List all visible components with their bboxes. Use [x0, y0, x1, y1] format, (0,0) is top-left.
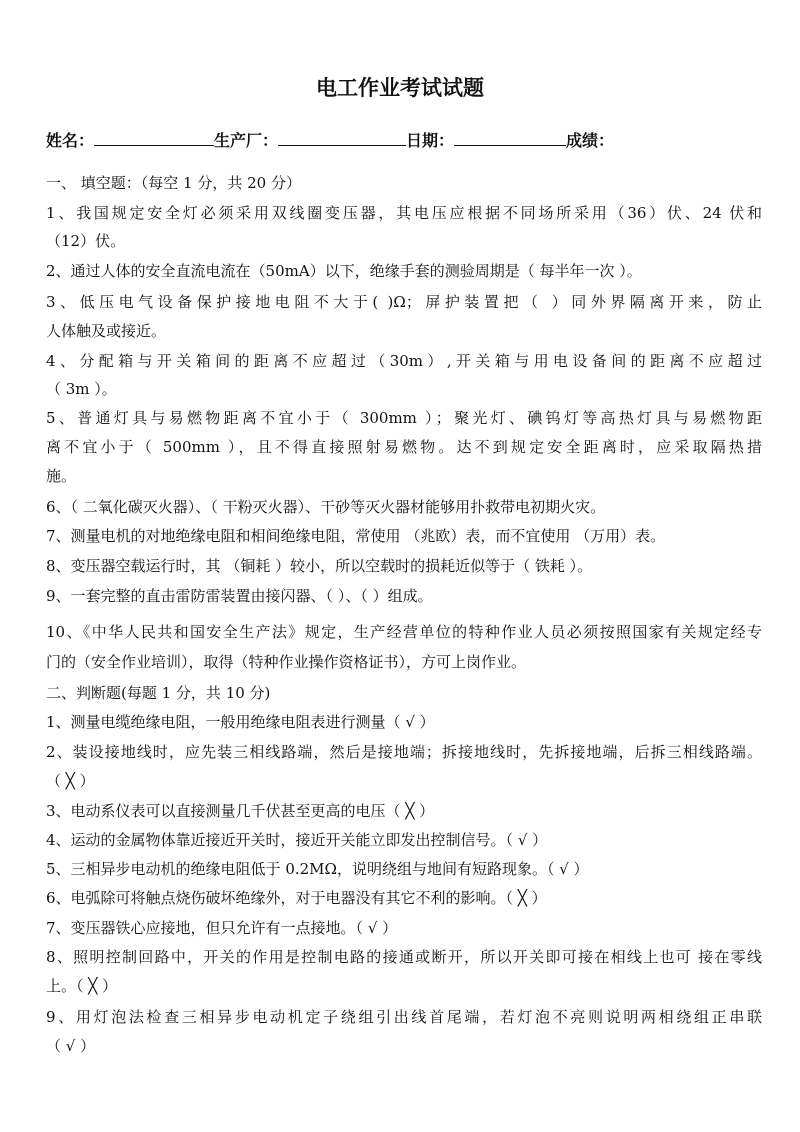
question-line: 5、三相异步电动机的绝缘电阻低于 0.2MΩ，说明绕组与地间有短路现象。（ √ ） [46, 860, 589, 878]
question-line: （ ╳ ） [46, 772, 95, 790]
page-title: 电工作业考试试题 [316, 76, 484, 100]
question-line: 4、分配箱与开关箱间的距离不应超过（30m）,开关箱与用电设备间的距离不应超过 [46, 352, 762, 370]
question-line: 9、一套完整的直击雷防雷装置由接闪器、（ ）、（ ）组成。 [46, 587, 433, 605]
question-line: 离不宜小于（ 500mm ），且不得直接照射易燃物。达不到规定安全距离时，应采取隔热措 [46, 438, 762, 456]
question-line: 8、变压器空载运行时，其 （铜耗 ）较小，所以空载时的损耗近似等于（ 铁耗 ）。 [46, 557, 593, 575]
question-line: 5、普通灯具与易燃物距离不宜小于（ 300mm ）；聚光灯、碘钨灯等高热灯具与易燃物距 [46, 409, 762, 427]
question-line: 2、通过人体的安全直流电流在（50mA）以下，绝缘手套的测验周期是（ 每半年一次 ）。 [46, 262, 642, 280]
info-row [46, 128, 614, 151]
date-blank[interactable] [454, 131, 566, 146]
factory-label: 生产厂： [214, 131, 279, 150]
question-line: 8、照明控制回路中，开关的作用是控制电路的接通或断开，所以开关即可接在相线上也可 接在零线 [46, 948, 762, 966]
question-line: 9、用灯泡法检查三相异步电动机定子绕组引出线首尾端，若灯泡不亮则说明两相绕组正串联 [46, 1008, 762, 1026]
factory-blank[interactable] [278, 131, 406, 146]
question-line: 3、电动系仪表可以直接测量几千伏甚至更高的电压（ ╳ ） [46, 802, 435, 820]
question-line: 上。（ ╳ ） [46, 977, 118, 995]
question-line: 3、低压电气设备保护接地电阻不大于( )Ω；屏护装置把（ ）同外界隔离开来，防止 [46, 293, 762, 311]
question-line: 施。 [46, 467, 77, 485]
question-line: 10、《中华人民共和国安全生产法》规定，生产经营单位的特种作业人员必须按照国家有关规定经专 [46, 623, 762, 641]
question-line: 6、电弧除可将触点烧伤破坏绝缘外，对于电器没有其它不利的影响。（ ╳ ） [46, 889, 547, 907]
question-line: 6、（ 二氧化碳灭火器）、（ 干粉灭火器）、干砂等灭火器材能够用扑救带电初期火灾。 [46, 498, 606, 516]
question-line: 4、运动的金属物体靠近接近开关时，接近开关能立即发出控制信号。（ √ ） [46, 831, 548, 849]
question-line: 1、测量电缆绝缘电阻，一般用绝缘电阻表进行测量（ √ ） [46, 713, 435, 731]
question-line: （ 3m ）。 [46, 380, 117, 398]
name-blank[interactable] [94, 131, 214, 146]
question-line: 7、测量电机的对地绝缘电阻和相间绝缘电阻，常使用 （兆欧）表，而不宜使用 （万用）表。 [46, 527, 666, 545]
question-line: 人体触及或接近。 [46, 322, 167, 340]
question-line: 2、装设接地线时，应先装三相线路端，然后是接地端；拆接地线时，先拆接地端，后拆三相线路端。 [46, 743, 762, 761]
question-line: 1、我国规定安全灯必须采用双线圈变压器，其电压应根据不同场所采用（36）伏、24 伏和 [46, 204, 762, 222]
question-line: 门的（安全作业培训），取得（特种作业操作资格证书），方可上岗作业。 [46, 653, 527, 671]
question-line: （12）伏。 [46, 232, 126, 250]
question-line: （ √ ） [46, 1037, 96, 1055]
date-label: 日期： [406, 131, 455, 150]
section-heading: 二、判断题(每题 1 分，共 10 分) [46, 684, 271, 702]
question-line: 7、变压器铁心应接地，但只允许有一点接地。（ √ ） [46, 919, 398, 937]
section-heading: 一、 填空题：（每空 1 分，共 20 分） [46, 174, 301, 192]
score-label: 成绩： [566, 131, 615, 150]
name-label: 姓名： [46, 131, 95, 150]
